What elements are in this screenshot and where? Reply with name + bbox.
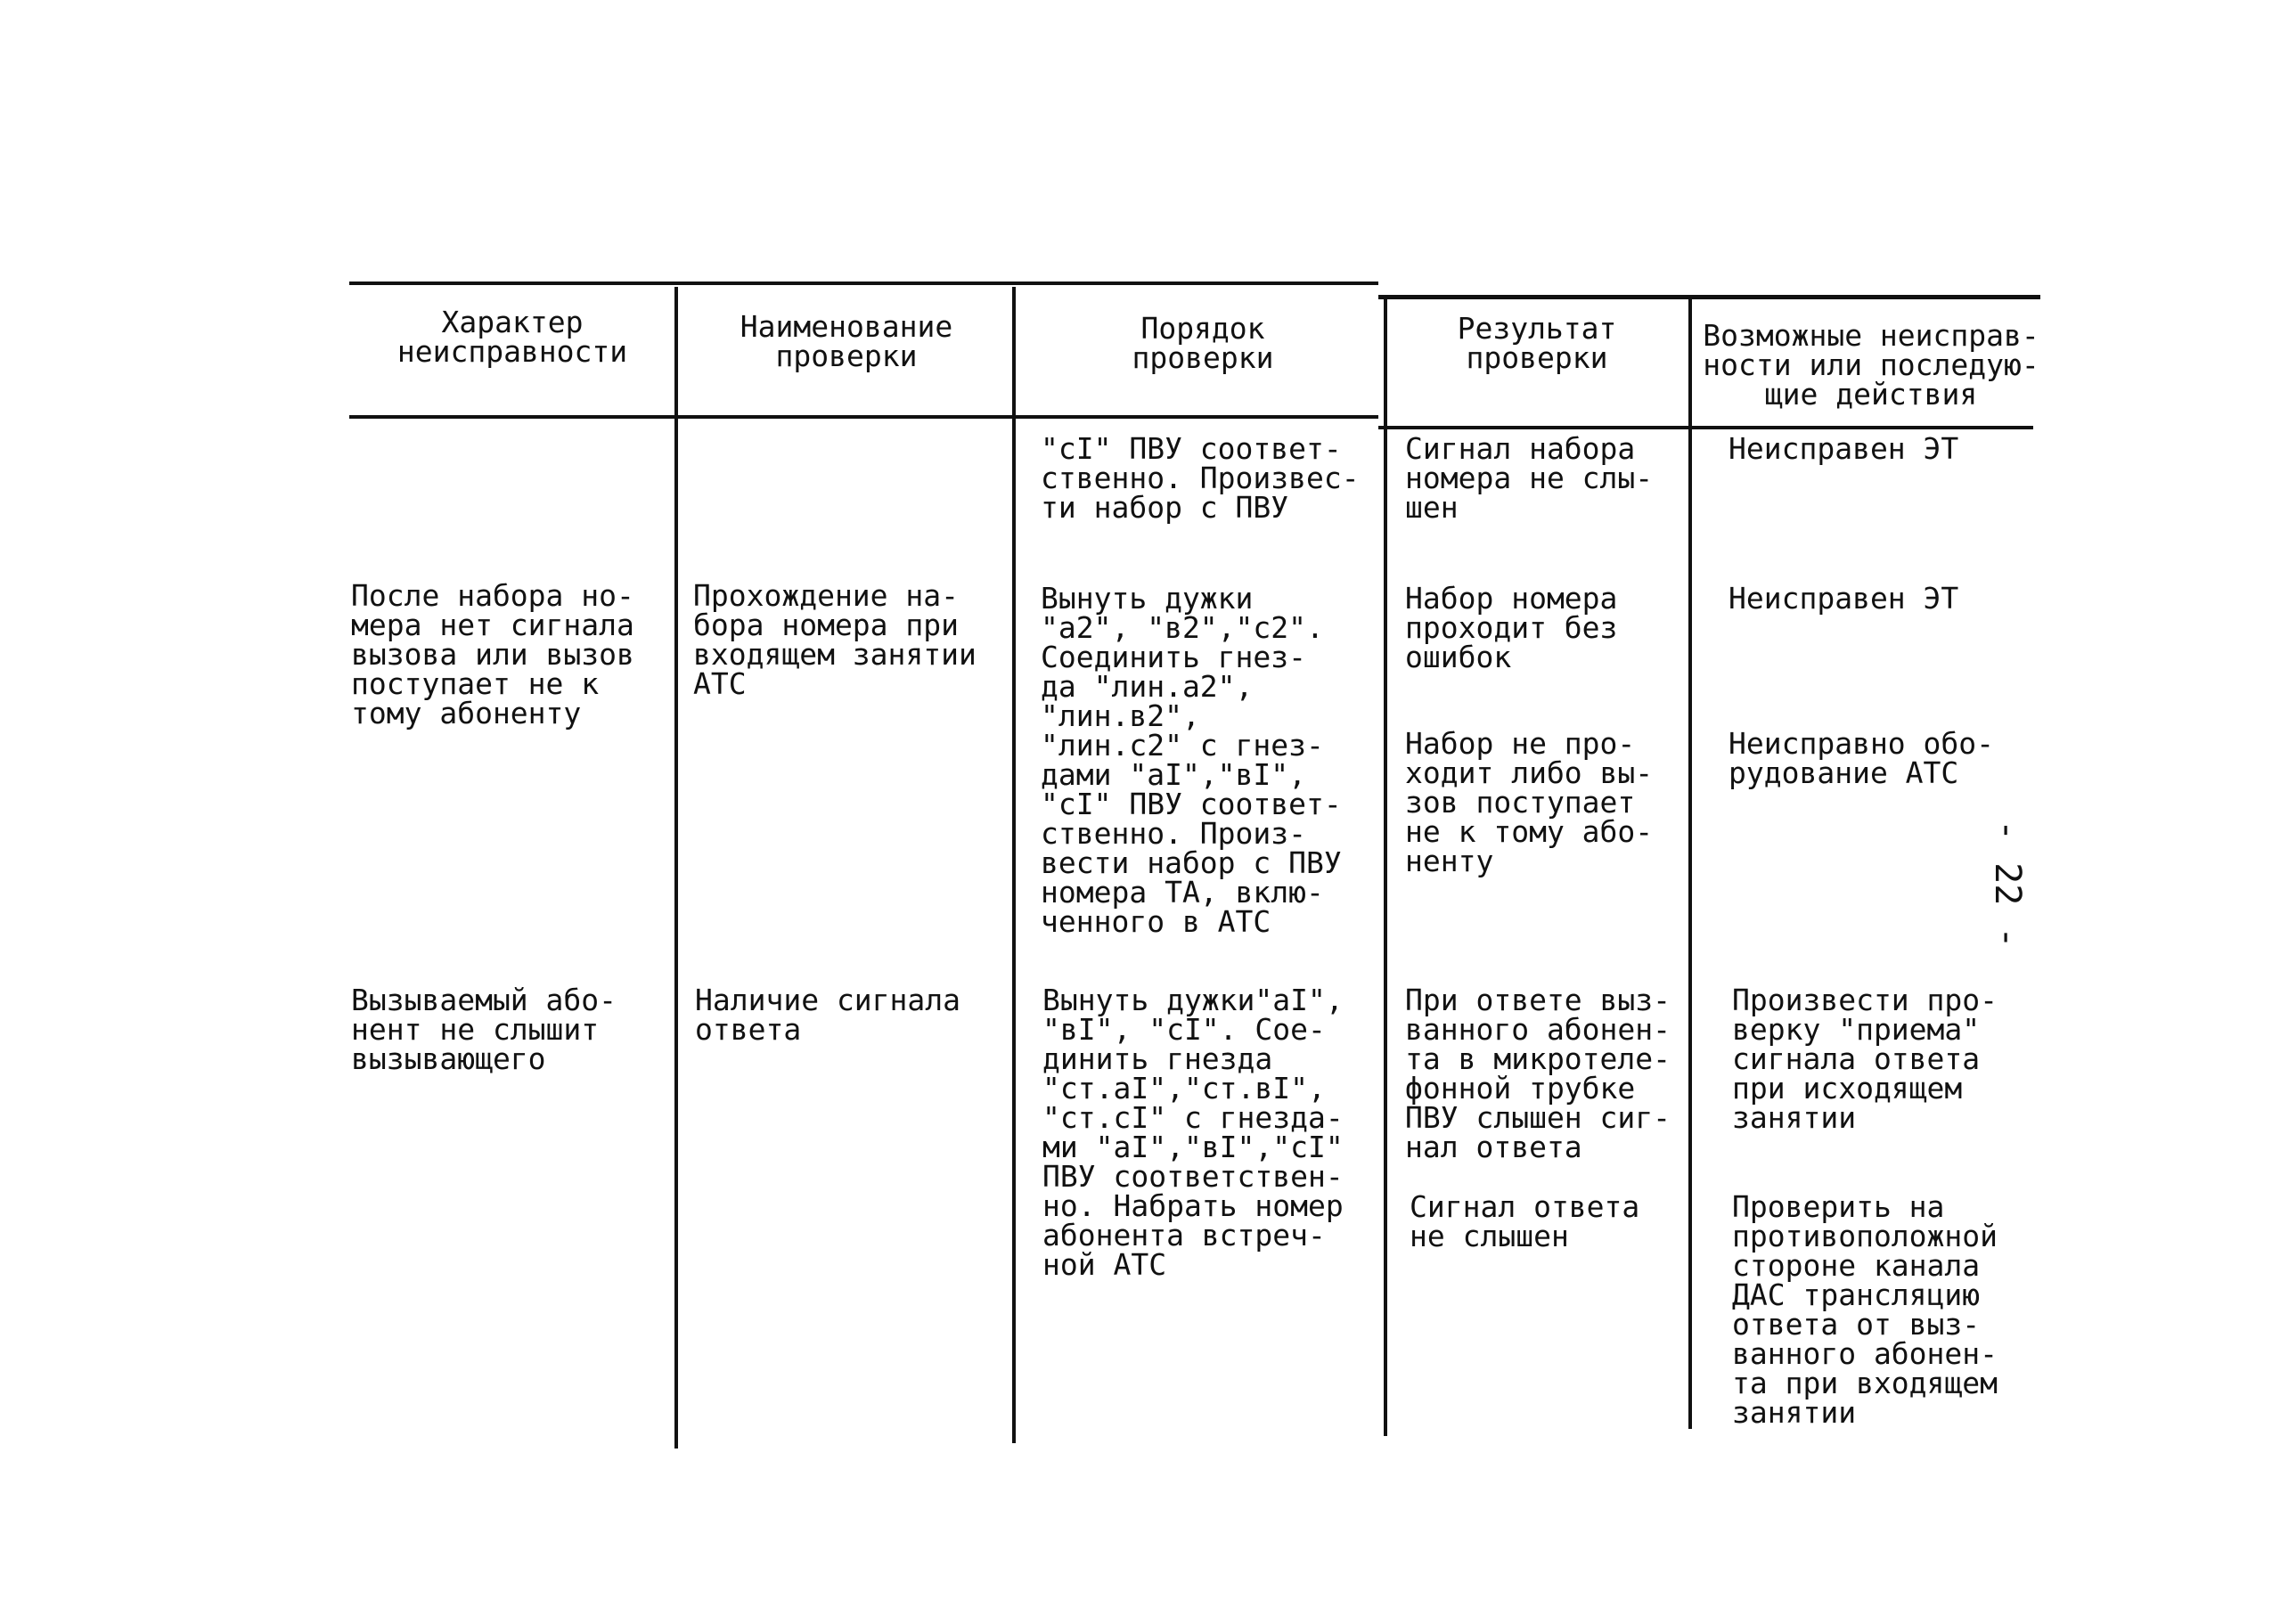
row3-result-1: При ответе выз- ванного абонен- та в микротеле- фонной трубке ПВУ слышен сиг- нал ответа xyxy=(1405,983,1671,1164)
row2-result-1: Набор номера проходит без ошибок xyxy=(1405,581,1618,674)
table-top-rule-right xyxy=(1378,295,2040,299)
header-actions: Возможные неисправ- ности или последую- щие действия xyxy=(1703,318,2039,412)
row1-action-1: Неисправен ЭТ xyxy=(1729,431,1959,466)
row3-check-name: Наличие сигнала ответа xyxy=(695,983,961,1047)
row1-result-1: Сигнал набора номера не слы- шен xyxy=(1405,431,1654,525)
row3-action-1: Произвести про- верку "приема" сигнала ответа при исходящем занятии xyxy=(1732,983,1998,1135)
column-divider-3 xyxy=(1384,296,1387,1436)
row3-result-2: Сигнал ответа не слышен xyxy=(1410,1189,1640,1253)
column-divider-1 xyxy=(674,287,678,1449)
row3-fault: Вызываемый або- нент не слышит вызывающего xyxy=(351,983,617,1076)
row2-check-name: Прохождение на- бора номера при входящем занятии АТС xyxy=(693,578,977,701)
page-number: - 22 - xyxy=(1987,820,2028,949)
column-divider-2 xyxy=(1012,287,1016,1443)
column-divider-4 xyxy=(1688,298,1692,1429)
header-fault: Характер неисправности xyxy=(396,305,628,369)
header-result: Результат проверки xyxy=(1457,311,1617,375)
header-bottom-rule-right xyxy=(1378,426,2033,429)
row2-action-1: Неисправен ЭТ xyxy=(1729,581,1959,616)
header-check-name: Наименование проверки xyxy=(740,309,953,373)
row2-procedure: Вынуть дужки "а2", "в2","с2". Соединить гнез- да "лин.а2", "лин.в2", "лин.с2" с гнез- дами "аI","вI", "cI" ПВУ соответ- ственно. Произ- вести набор с ПВУ номера ТА, вклю- ченного в АТС xyxy=(1041,581,1342,939)
row2-fault: После набора но- мера нет сигнала вызова или вызов поступает не к тому абоненту xyxy=(351,578,634,730)
header-bottom-rule-left xyxy=(349,415,1378,419)
table-top-rule-left xyxy=(349,282,1378,285)
row3-procedure: Вынуть дужки"аI", "вI", "cI". Сое- динить гнезда "ст.аI","ст.вI", "ст.cI" с гнезда- ми "аI","вI","cI" ПВУ соответствен- но. Набрать номер абонента встреч- ной АТС xyxy=(1042,983,1344,1282)
row3-action-2: Проверить на противоположной стороне канала ДАС трансляцию ответа от выз- ванного абонен- та при входящем занятии xyxy=(1732,1189,1998,1430)
row1-procedure: "cI" ПВУ соответ- ственно. Произвес- ти набор с ПВУ xyxy=(1041,431,1360,525)
row2-action-2: Неисправно обо- рудование АТС xyxy=(1729,726,1995,790)
row2-result-2: Набор не про- ходит либо вы- зов поступает не к тому або- ненту xyxy=(1405,726,1654,878)
header-procedure: Порядок проверки xyxy=(1132,311,1274,375)
